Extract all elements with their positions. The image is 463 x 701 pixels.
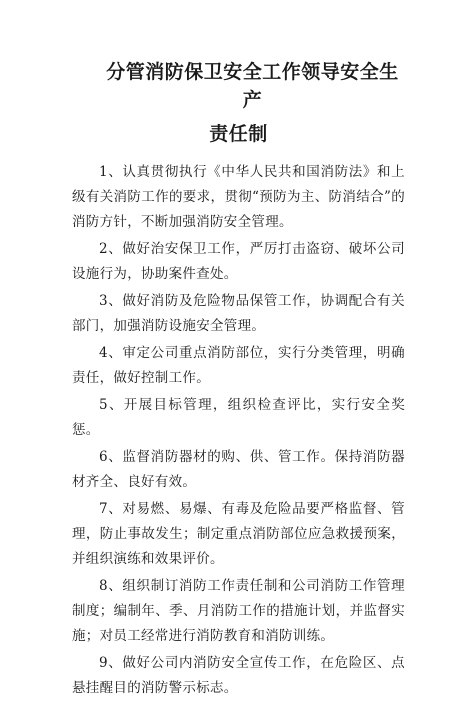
list-item-8: 8、组织制订消防工作责任制和公司消防工作管理制度；编制年、季、月消防工作的措施计划，并监督实施；对员工经常进行消防教育和消防训练。 <box>72 578 405 644</box>
list-item-2: 2、做好治安保卫工作，严厉打击盗窃、破坏公司设施行为，协助案件查处。 <box>72 241 405 282</box>
list-item-4: 4、审定公司重点消防部位，实行分类管理，明确责任，做好控制工作。 <box>72 345 405 386</box>
list-item-9: 9、做好公司内消防安全宣传工作，在危险区、点悬挂醒目的消防警示标志。 <box>72 655 405 696</box>
title-line-2: 责任制 <box>209 123 268 145</box>
list-item-5: 5、开展目标管理，组织检查评比，实行安全奖惩。 <box>72 397 405 438</box>
list-item-3: 3、做好消防及危险物品保管工作，协调配合有关部门，加强消防设施安全管理。 <box>72 293 405 334</box>
list-item-6: 6、监督消防器材的购、供、管工作。保持消防器材齐全、良好有效。 <box>72 449 405 490</box>
document-title <box>72 58 405 148</box>
title-line-1: 分管消防保卫安全工作领导安全生产 <box>106 61 399 111</box>
responsibility-list <box>72 160 405 701</box>
list-item-1: 1、认真贯彻执行《中华人民共和国消防法》和上级有关消防工作的要求，贯彻“预防为主、防消结合”的消防方针，不断加强消防安全管理。 <box>72 164 405 230</box>
list-item-7: 7、对易燃、易爆、有毒及危险品要严格监督、管理，防止事故发生；制定重点消防部位应急救援预案，并组织演练和效果评价。 <box>72 501 405 567</box>
